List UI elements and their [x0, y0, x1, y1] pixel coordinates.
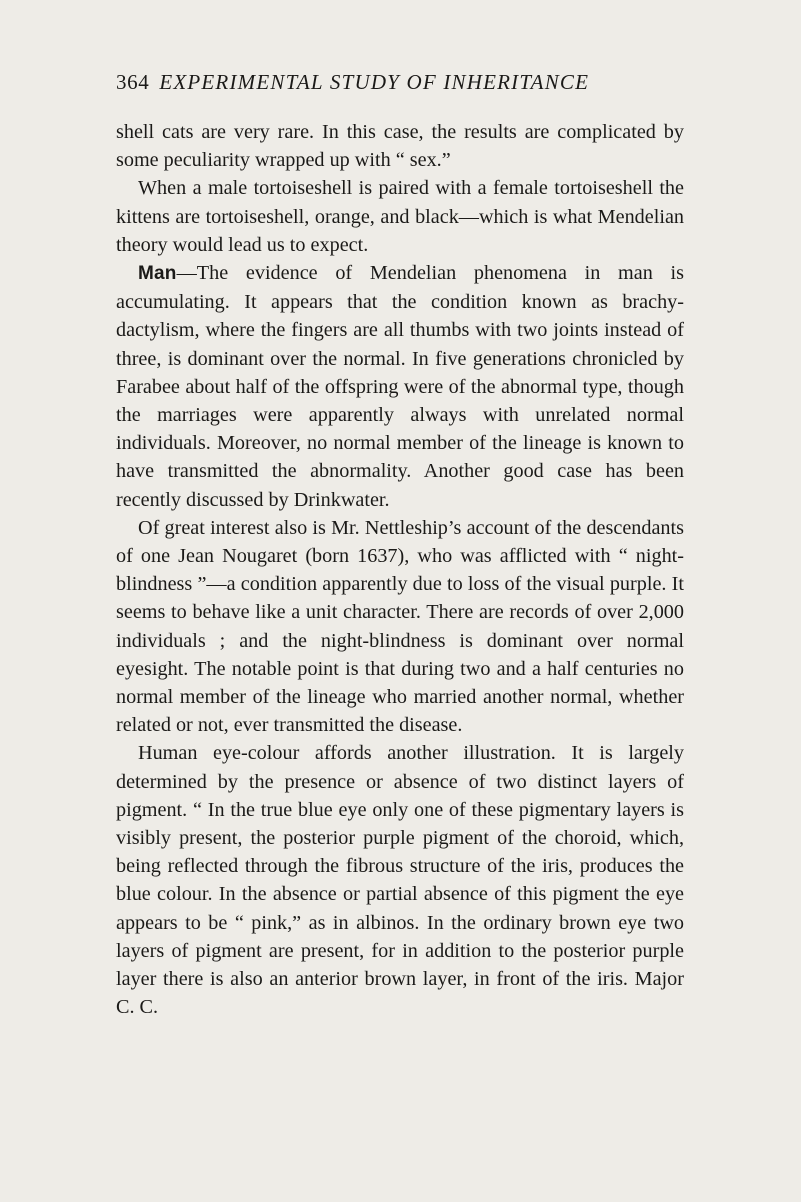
paragraph-man — [116, 259, 684, 514]
paragraph-tortoiseshell: When a male tortoiseshell is paired with a female tortoiseshell the kittens are tortoiseshell, orange, and black—which is what Mendelian theory would lead us to expect. — [116, 177, 684, 256]
page-number: 364 — [116, 70, 150, 94]
paragraph-man-text: —The evidence of Mendelian phenomena in man is accumulating. It appears that the condition known as brachydactylism, where the fingers are all thumbs with two joints instead of three, is dominant over the normal. In five generations chronicled by Farabee about half of the offspring were of the abnormal type, though the marriages were apparently always with unrelated normal individuals. Moreover, no normal member of the lineage is known to have transmitted the abnormality. Another good case has been recently discussed by Drinkwater. — [116, 262, 684, 511]
paragraph-eye-colour: Human eye-colour affords another illustration. It is largely determined by the presence or absence of two distinct layers of pigment. “ In the true blue eye only one of these pigmentary layers is visibly present, the posterior purple pigment of the choroid, which, being reflected through the fibrous structure of the iris, produces the blue colour. In the absence or partial absence of this pigment the eye appears to be “ pink,” as in albinos. In the ordinary brown eye two layers of pigment are present, for in addition to the posterior purple layer there is also an anterior brown layer, in front of the iris. Major C. C. — [116, 742, 684, 1019]
running-title: EXPERIMENTAL STUDY OF INHERITANCE — [159, 70, 590, 94]
paragraph-night-blindness: Of great interest also is Mr. Nettleship’s account of the descendants of one Jean Nougaret (born 1637), who was afflicted with “ night-blindness ”—a condition apparently due to loss of the visual purple. It seems to behave like a unit character. There are records of over 2,000 individuals ; and the night-blindness is dominant over normal eyesight. The notable point is that during two and a half centuries no normal member of the lineage who married another normal, whether related or not, ever transmitted the disease. — [116, 516, 684, 737]
paragraph-continuation: shell cats are very rare. In this case, the results are complicated by some peculiarity wrapped up with “ sex.” — [116, 121, 684, 172]
run-in-heading-man: Man — [138, 263, 177, 285]
page-body — [116, 118, 684, 1022]
running-header — [116, 70, 696, 100]
